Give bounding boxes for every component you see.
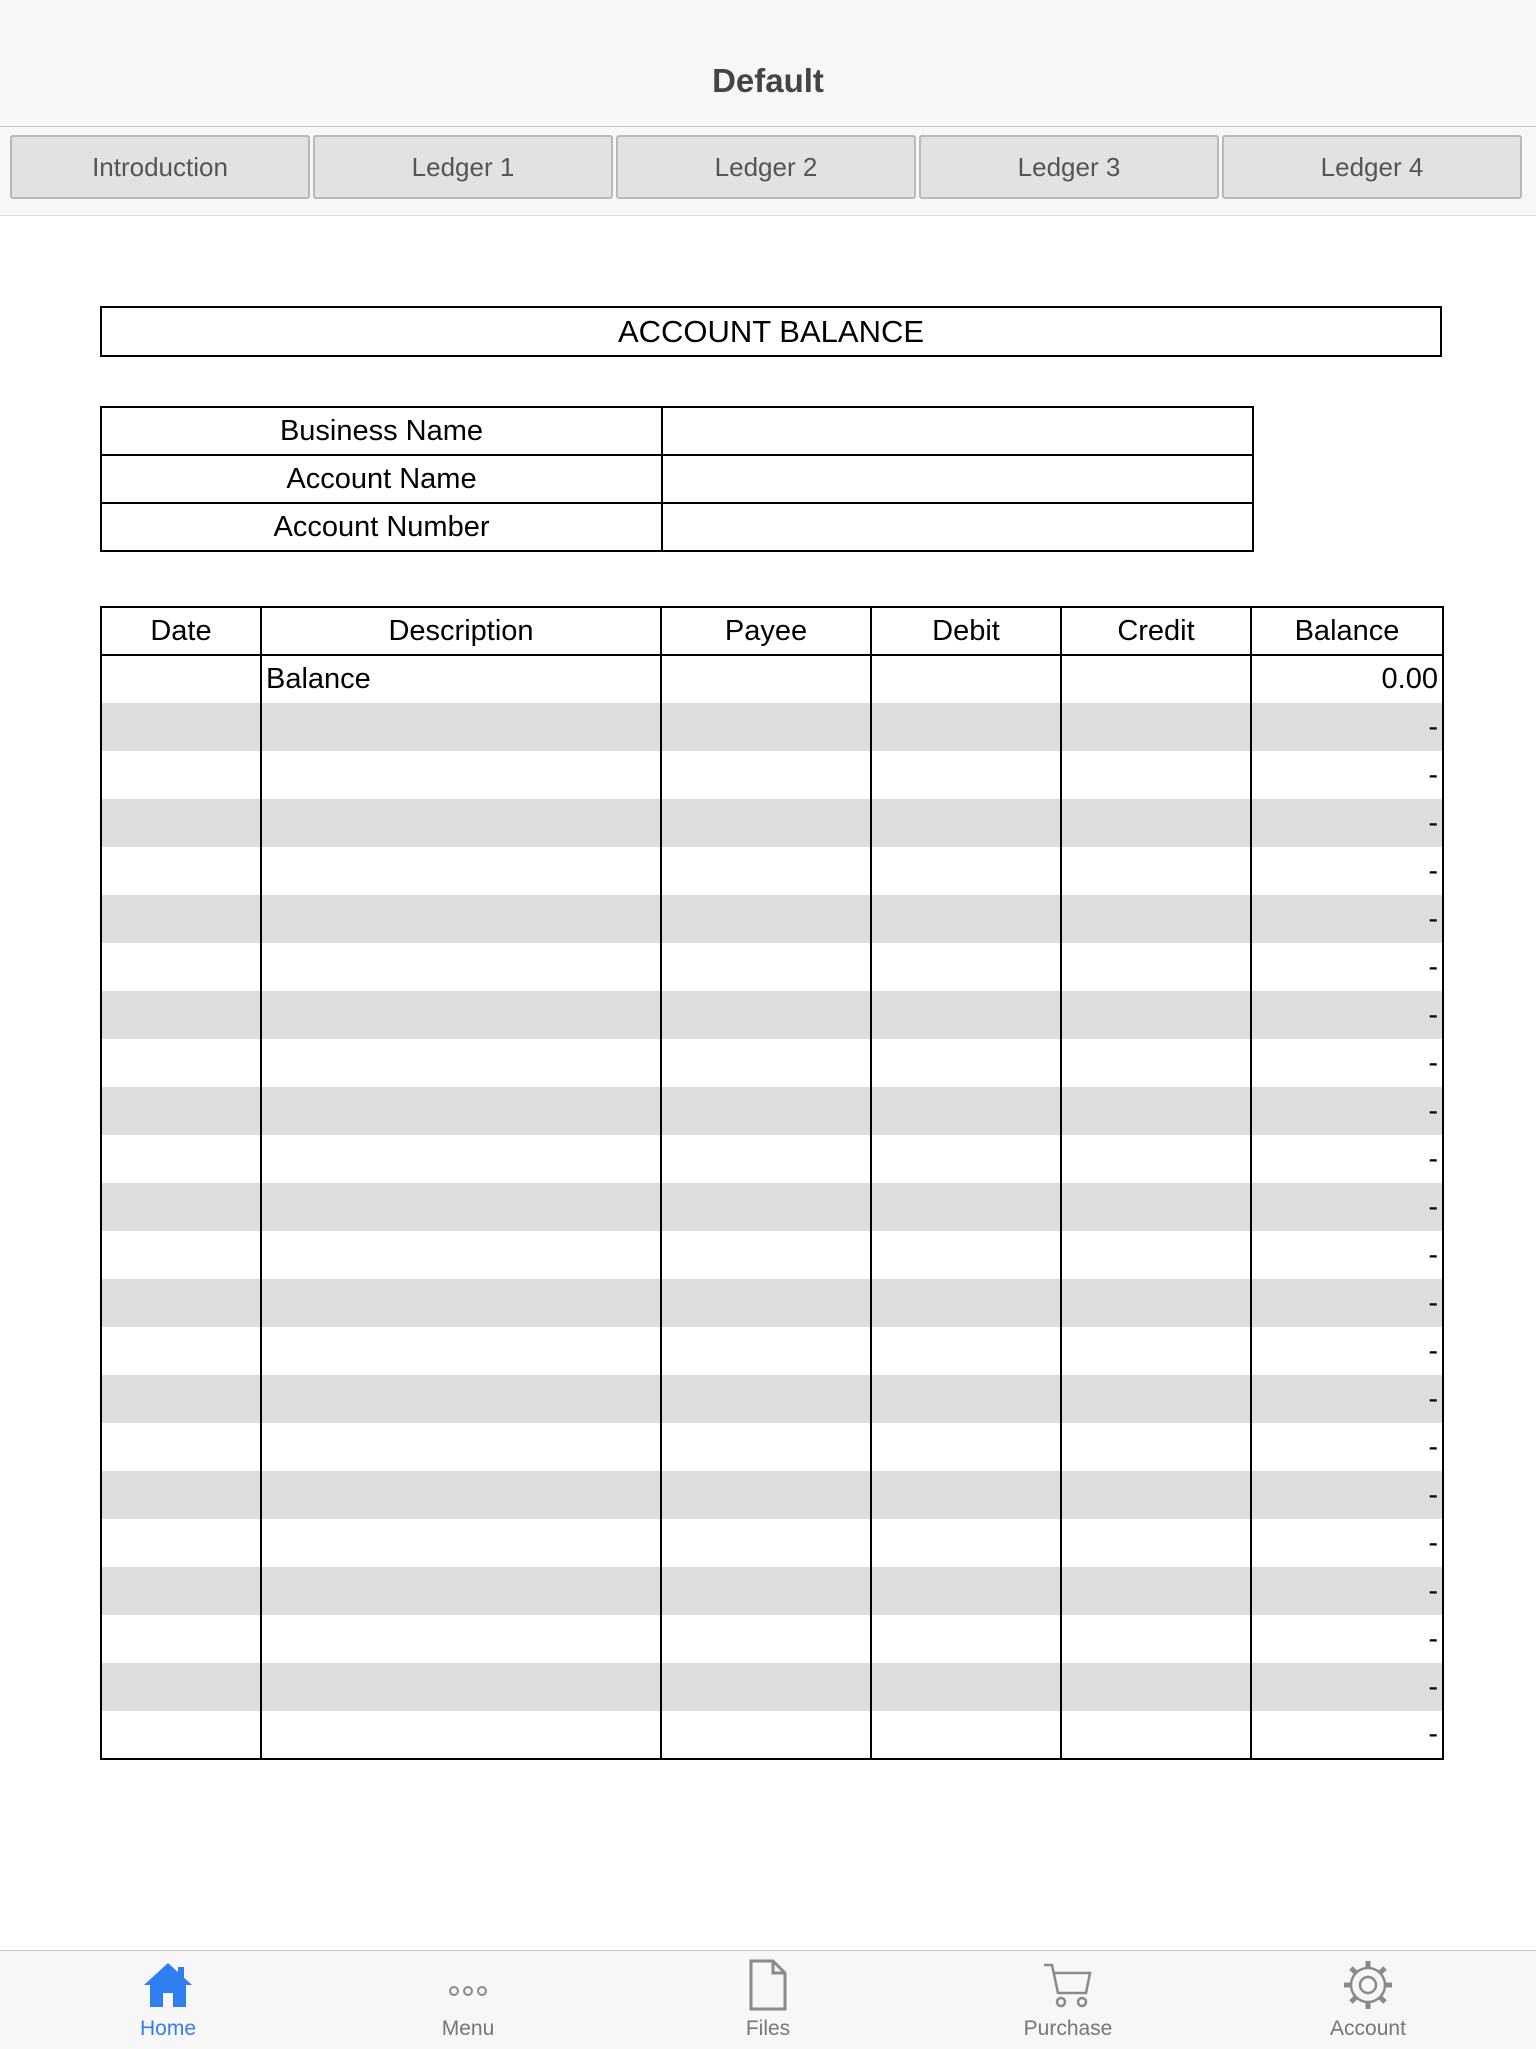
ledger-cell-date[interactable]: [101, 991, 261, 1039]
ledger-cell-date[interactable]: [101, 1183, 261, 1231]
ledger-cell-description[interactable]: [261, 1711, 661, 1759]
nav-label: Menu: [441, 2017, 495, 2040]
nav-files[interactable]: [668, 1957, 868, 2047]
ledger-cell-debit[interactable]: [871, 751, 1061, 799]
nav-purchase[interactable]: [968, 1957, 1168, 2047]
file-icon: [668, 1957, 868, 2013]
title-bar: [0, 0, 1536, 127]
column-header-credit: Credit: [1061, 607, 1251, 655]
ledger-cell-credit[interactable]: [1061, 895, 1251, 943]
ledger-cell-debit[interactable]: [871, 1135, 1061, 1183]
ledger-cell-credit[interactable]: [1061, 1519, 1251, 1567]
ledger-cell-description[interactable]: [261, 799, 661, 847]
ledger-cell-payee[interactable]: [661, 1471, 871, 1519]
ledger-cell-debit[interactable]: [871, 1375, 1061, 1423]
ledger-cell-credit[interactable]: [1061, 751, 1251, 799]
ledger-cell-balance[interactable]: -: [1251, 1663, 1443, 1711]
ledger-cell-debit[interactable]: [871, 1567, 1061, 1615]
ledger-cell-credit[interactable]: [1061, 655, 1251, 703]
ledger-cell-balance[interactable]: -: [1251, 1279, 1443, 1327]
ledger-row: [101, 1519, 1443, 1567]
ledger-cell-payee[interactable]: [661, 943, 871, 991]
ledger-cell-payee[interactable]: [661, 1663, 871, 1711]
ledger-cell-description[interactable]: [261, 1183, 661, 1231]
ledger-cell-credit[interactable]: [1061, 1471, 1251, 1519]
tab-ledger-1[interactable]: Ledger 1: [313, 135, 613, 199]
ledger-cell-balance[interactable]: -: [1251, 799, 1443, 847]
ledger-cell-balance[interactable]: -: [1251, 751, 1443, 799]
ledger-cell-credit[interactable]: [1061, 1135, 1251, 1183]
ledger-cell-description[interactable]: [261, 943, 661, 991]
ledger-row: [101, 991, 1443, 1039]
ledger-cell-description[interactable]: [261, 847, 661, 895]
tab-introduction[interactable]: Introduction: [10, 135, 310, 199]
ledger-cell-credit[interactable]: [1061, 799, 1251, 847]
ledger-cell-balance[interactable]: -: [1251, 1135, 1443, 1183]
ledger-cell-debit[interactable]: [871, 895, 1061, 943]
ledger-cell-balance[interactable]: -: [1251, 1327, 1443, 1375]
ledger-cell-payee[interactable]: [661, 1183, 871, 1231]
ledger-cell-payee[interactable]: [661, 1711, 871, 1759]
ledger-cell-payee[interactable]: [661, 1039, 871, 1087]
column-header-date: Date: [101, 607, 261, 655]
ledger-cell-credit[interactable]: [1061, 943, 1251, 991]
tab-ledger-4[interactable]: Ledger 4: [1222, 135, 1522, 199]
ledger-cell-credit[interactable]: [1061, 1663, 1251, 1711]
ledger-body: [101, 655, 1443, 1759]
ledger-cell-debit[interactable]: [871, 991, 1061, 1039]
ledger-row: [101, 799, 1443, 847]
ledger-row: [101, 703, 1443, 751]
ledger-cell-date[interactable]: [101, 799, 261, 847]
ledger-cell-description[interactable]: [261, 1231, 661, 1279]
info-row: [101, 455, 1253, 503]
ledger-cell-date[interactable]: [101, 1519, 261, 1567]
nav-home[interactable]: [68, 1957, 268, 2047]
ledger-row: [101, 1279, 1443, 1327]
ledger-cell-debit[interactable]: [871, 1711, 1061, 1759]
spreadsheet-area[interactable]: [0, 216, 1536, 1950]
ledger-cell-credit[interactable]: [1061, 1231, 1251, 1279]
ledger-cell-balance[interactable]: -: [1251, 1087, 1443, 1135]
business-name-cell[interactable]: [662, 407, 1253, 455]
ledger-cell-description[interactable]: [261, 1471, 661, 1519]
ledger-cell-description[interactable]: [261, 1615, 661, 1663]
ledger-cell-description[interactable]: [261, 1519, 661, 1567]
ledger-row: [101, 1135, 1443, 1183]
column-header-balance: Balance: [1251, 607, 1443, 655]
ledger-cell-credit[interactable]: [1061, 1327, 1251, 1375]
ledger-row: [101, 1327, 1443, 1375]
ledger-cell-date[interactable]: [101, 1615, 261, 1663]
ledger-cell-date[interactable]: [101, 1471, 261, 1519]
ledger-cell-payee[interactable]: [661, 1519, 871, 1567]
nav-label: Home: [139, 2017, 197, 2040]
gear-icon: [1268, 1957, 1468, 2013]
account-info-table: [100, 406, 1254, 552]
ledger-cell-payee[interactable]: [661, 1375, 871, 1423]
ledger-cell-balance[interactable]: -: [1251, 1375, 1443, 1423]
ledger-cell-balance[interactable]: -: [1251, 1231, 1443, 1279]
ledger-cell-date[interactable]: [101, 847, 261, 895]
ledger-cell-credit[interactable]: [1061, 1087, 1251, 1135]
ledger-cell-description[interactable]: [261, 1663, 661, 1711]
ledger-cell-description[interactable]: [261, 1423, 661, 1471]
ledger-cell-credit[interactable]: [1061, 1615, 1251, 1663]
ledger-header-row: [101, 607, 1443, 655]
ledger-table: [100, 606, 1444, 1760]
ledger-cell-balance[interactable]: -: [1251, 991, 1443, 1039]
ledger-cell-debit[interactable]: [871, 1279, 1061, 1327]
ledger-cell-payee[interactable]: [661, 1615, 871, 1663]
ledger-cell-date[interactable]: [101, 751, 261, 799]
ledger-cell-balance[interactable]: -: [1251, 1711, 1443, 1759]
ledger-cell-credit[interactable]: [1061, 703, 1251, 751]
ledger-row: [101, 1423, 1443, 1471]
ledger-cell-date[interactable]: [101, 1567, 261, 1615]
ledger-cell-debit[interactable]: [871, 1327, 1061, 1375]
ledger-cell-balance[interactable]: -: [1251, 703, 1443, 751]
ledger-cell-description[interactable]: [261, 1327, 661, 1375]
ledger-cell-credit[interactable]: [1061, 847, 1251, 895]
ledger-row: [101, 1615, 1443, 1663]
column-header-debit: Debit: [871, 607, 1061, 655]
ledger-cell-description[interactable]: [261, 1087, 661, 1135]
ledger-cell-balance[interactable]: 0.00: [1251, 655, 1443, 703]
nav-account[interactable]: [1268, 1957, 1468, 2047]
ledger-cell-payee[interactable]: [661, 847, 871, 895]
bottom-tab-bar: [0, 1950, 1536, 2049]
more-icon: [368, 1957, 568, 2013]
ledger-cell-date[interactable]: [101, 895, 261, 943]
ledger-cell-balance[interactable]: -: [1251, 1039, 1443, 1087]
ledger-cell-balance[interactable]: -: [1251, 895, 1443, 943]
ledger-cell-date[interactable]: [101, 943, 261, 991]
ledger-cell-debit[interactable]: [871, 1519, 1061, 1567]
ledger-cell-date[interactable]: [101, 703, 261, 751]
account-name-cell[interactable]: [662, 455, 1253, 503]
ledger-row: [101, 895, 1443, 943]
ledger-row: [101, 1039, 1443, 1087]
ledger-cell-date[interactable]: [101, 1663, 261, 1711]
ledger-cell-balance[interactable]: -: [1251, 847, 1443, 895]
ledger-cell-debit[interactable]: [871, 703, 1061, 751]
ledger-cell-payee[interactable]: [661, 1327, 871, 1375]
ledger-cell-debit[interactable]: [871, 1423, 1061, 1471]
document-title: Default: [712, 62, 824, 99]
ledger-cell-description[interactable]: Balance: [261, 655, 661, 703]
ledger-cell-credit[interactable]: [1061, 1039, 1251, 1087]
nav-menu[interactable]: [368, 1957, 568, 2047]
ledger-cell-debit[interactable]: [871, 847, 1061, 895]
tab-ledger-3[interactable]: Ledger 3: [919, 135, 1219, 199]
ledger-row: [101, 943, 1443, 991]
ledger-cell-date[interactable]: [101, 1279, 261, 1327]
ledger-cell-balance[interactable]: -: [1251, 1471, 1443, 1519]
ledger-cell-payee[interactable]: [661, 655, 871, 703]
ledger-cell-debit[interactable]: [871, 1615, 1061, 1663]
column-header-description: Description: [261, 607, 661, 655]
ledger-cell-debit[interactable]: [871, 655, 1061, 703]
tab-ledger-2[interactable]: Ledger 2: [616, 135, 916, 199]
ledger-cell-description[interactable]: [261, 991, 661, 1039]
ledger-row: [101, 655, 1443, 703]
info-label: Account Number: [101, 503, 662, 551]
ledger-cell-description[interactable]: [261, 895, 661, 943]
ledger-cell-debit[interactable]: [871, 1087, 1061, 1135]
nav-label: Files: [745, 2017, 791, 2040]
ledger-row: [101, 1663, 1443, 1711]
ledger-cell-date[interactable]: [101, 655, 261, 703]
ledger-cell-debit[interactable]: [871, 799, 1061, 847]
ledger-cell-payee[interactable]: [661, 1135, 871, 1183]
ledger-cell-debit[interactable]: [871, 1039, 1061, 1087]
ledger-row: [101, 1375, 1443, 1423]
ledger-row: [101, 1567, 1443, 1615]
ledger-cell-credit[interactable]: [1061, 1375, 1251, 1423]
ledger-cell-balance[interactable]: -: [1251, 943, 1443, 991]
home-icon: [68, 1957, 268, 2013]
info-row: [101, 407, 1253, 455]
ledger-cell-date[interactable]: [101, 1039, 261, 1087]
ledger-cell-description[interactable]: [261, 1039, 661, 1087]
sheet-tab-bar: [0, 127, 1536, 216]
ledger-cell-description[interactable]: [261, 751, 661, 799]
ledger-cell-credit[interactable]: [1061, 1423, 1251, 1471]
cart-icon: [968, 1957, 1168, 2013]
ledger-cell-payee[interactable]: [661, 895, 871, 943]
ledger-cell-description[interactable]: [261, 703, 661, 751]
ledger-cell-description[interactable]: [261, 1567, 661, 1615]
ledger-cell-credit[interactable]: [1061, 1711, 1251, 1759]
ledger-cell-payee[interactable]: [661, 1567, 871, 1615]
ledger-cell-balance[interactable]: -: [1251, 1423, 1443, 1471]
ledger-cell-payee[interactable]: [661, 799, 871, 847]
ledger-cell-payee[interactable]: [661, 1423, 871, 1471]
ledger-cell-debit[interactable]: [871, 1231, 1061, 1279]
ledger-cell-debit[interactable]: [871, 1471, 1061, 1519]
info-row: [101, 503, 1253, 551]
ledger-row: [101, 751, 1443, 799]
ledger-cell-payee[interactable]: [661, 703, 871, 751]
ledger-row: [101, 1471, 1443, 1519]
ledger-cell-date[interactable]: [101, 1423, 261, 1471]
ledger-cell-balance[interactable]: -: [1251, 1615, 1443, 1663]
ledger-cell-payee[interactable]: [661, 1087, 871, 1135]
ledger-cell-balance[interactable]: -: [1251, 1567, 1443, 1615]
ledger-row: [101, 1231, 1443, 1279]
account-number-cell[interactable]: [662, 503, 1253, 551]
ledger-cell-credit[interactable]: [1061, 991, 1251, 1039]
ledger-cell-date[interactable]: [101, 1375, 261, 1423]
info-label: Account Name: [101, 455, 662, 503]
column-header-payee: Payee: [661, 607, 871, 655]
ledger-cell-debit[interactable]: [871, 943, 1061, 991]
ledger-cell-payee[interactable]: [661, 1279, 871, 1327]
ledger-cell-credit[interactable]: [1061, 1567, 1251, 1615]
ledger-cell-debit[interactable]: [871, 1663, 1061, 1711]
ledger-cell-payee[interactable]: [661, 751, 871, 799]
ledger-row: [101, 1087, 1443, 1135]
ledger-row: [101, 1183, 1443, 1231]
ledger-cell-date[interactable]: [101, 1327, 261, 1375]
ledger-cell-description[interactable]: [261, 1279, 661, 1327]
nav-label: Purchase: [1023, 2017, 1113, 2040]
ledger-cell-balance[interactable]: -: [1251, 1519, 1443, 1567]
nav-label: Account: [1330, 2017, 1406, 2040]
ledger-cell-date[interactable]: [101, 1231, 261, 1279]
ledger-cell-date[interactable]: [101, 1711, 261, 1759]
ledger-cell-payee[interactable]: [661, 1231, 871, 1279]
ledger-cell-credit[interactable]: [1061, 1183, 1251, 1231]
ledger-cell-description[interactable]: [261, 1135, 661, 1183]
ledger-cell-balance[interactable]: -: [1251, 1183, 1443, 1231]
ledger-row: [101, 1711, 1443, 1759]
ledger-cell-debit[interactable]: [871, 1183, 1061, 1231]
ledger-cell-date[interactable]: [101, 1087, 261, 1135]
ledger-cell-payee[interactable]: [661, 991, 871, 1039]
sheet-banner: ACCOUNT BALANCE: [100, 306, 1442, 357]
ledger-cell-credit[interactable]: [1061, 1279, 1251, 1327]
info-label: Business Name: [101, 407, 662, 455]
ledger-row: [101, 847, 1443, 895]
ledger-cell-description[interactable]: [261, 1375, 661, 1423]
ledger-cell-date[interactable]: [101, 1135, 261, 1183]
